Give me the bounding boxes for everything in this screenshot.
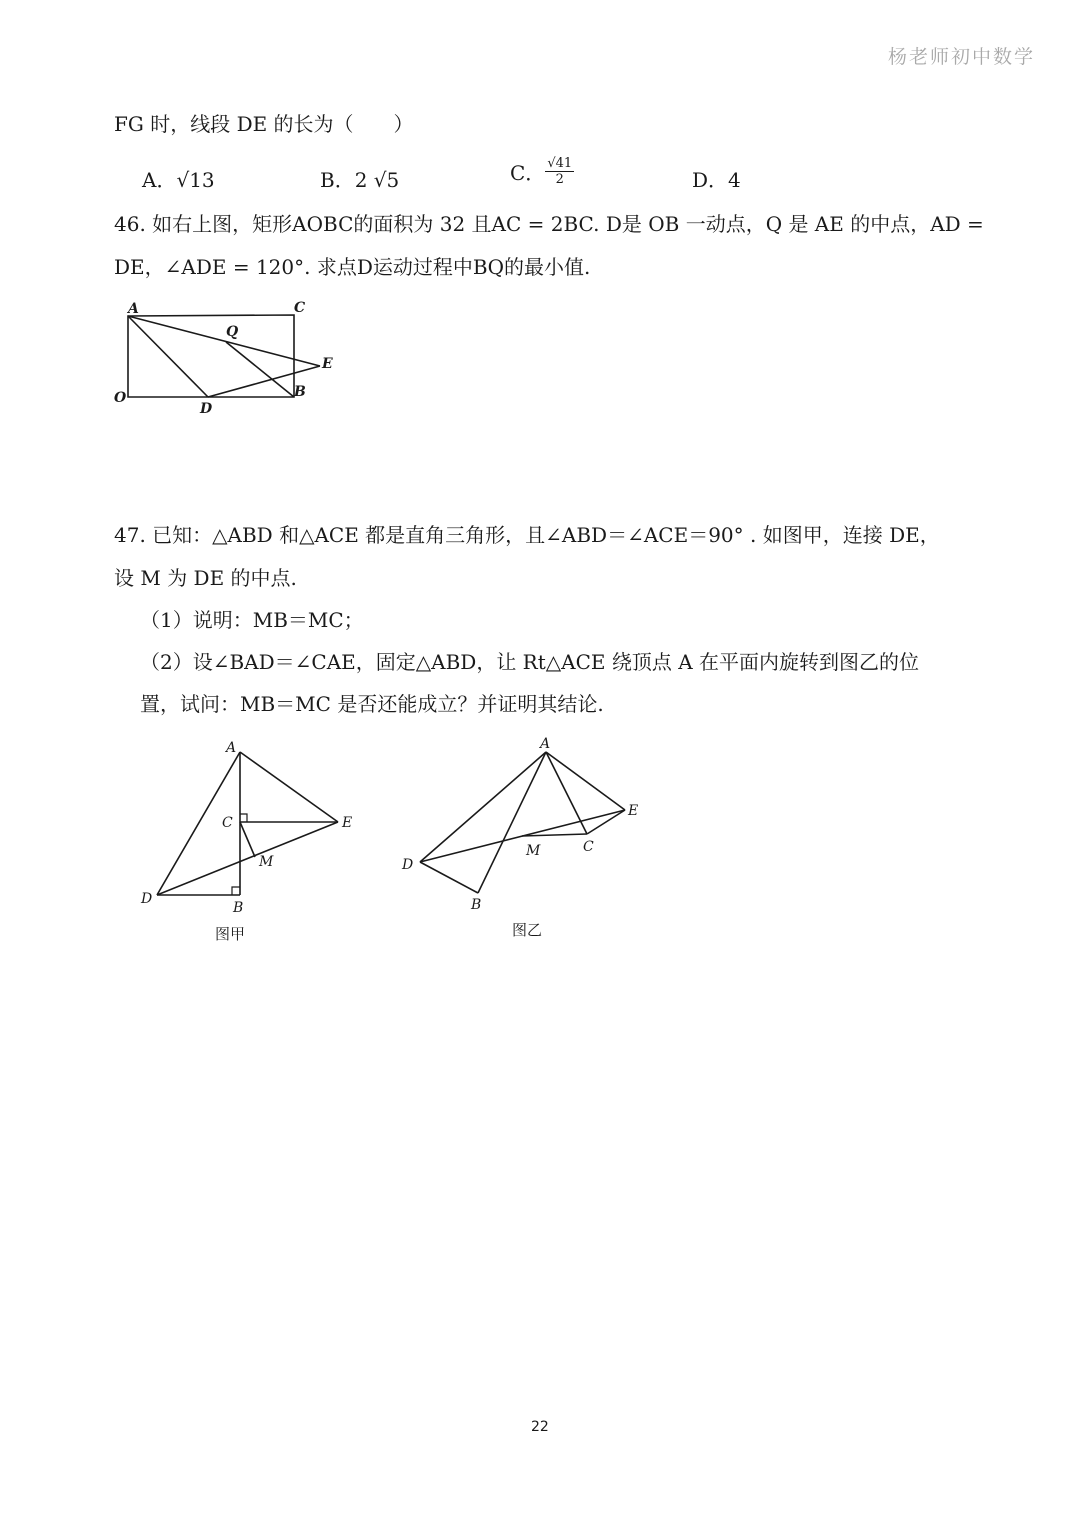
q45-tail-text: FG 时，线段 DE 的长为（ ） <box>114 112 414 136</box>
q46-figure <box>100 295 360 425</box>
segment-DE <box>157 822 338 895</box>
q47-figure-jia <box>130 735 370 950</box>
q46-line-2: DE，∠ADE = 120°. 求点D运动过程中BQ的最小值. <box>114 255 591 279</box>
choice-d-prefix: D． <box>692 168 729 192</box>
label-D: D <box>141 891 153 907</box>
segment-AE <box>128 316 320 366</box>
label-C: C <box>222 815 233 831</box>
choice-c-denominator: 2 <box>555 172 564 187</box>
segment-AB <box>478 752 546 893</box>
segment-AE <box>546 752 625 810</box>
q47-part-1: （1）说明：MB＝MC； <box>140 608 364 632</box>
choice-c-fraction <box>545 156 574 187</box>
label-D: D <box>402 857 414 873</box>
choice-d <box>692 164 741 193</box>
segment-DB <box>420 862 478 893</box>
segment-AE <box>240 752 338 822</box>
figure-jia-caption: 图甲 <box>215 925 246 943</box>
label-M: M <box>259 854 274 870</box>
right-angle-B <box>232 887 240 895</box>
label-E: E <box>628 803 639 819</box>
header-watermark: 杨老师初中数学 <box>888 46 1036 68</box>
segment-MC <box>240 822 255 857</box>
segment-CE <box>587 810 625 834</box>
label-B: B <box>471 897 482 913</box>
choice-d-value: 4 <box>728 168 741 192</box>
page-number: 22 <box>531 1419 549 1435</box>
choice-c-prefix: C． <box>510 161 546 185</box>
figure-yi-caption: 图乙 <box>512 921 543 939</box>
label-A: A <box>128 301 139 317</box>
label-E: E <box>322 356 333 372</box>
choice-b-prefix: B． <box>320 168 355 192</box>
label-D: D <box>200 401 213 417</box>
label-C: C <box>294 300 306 316</box>
label-M: M <box>526 843 541 859</box>
label-C: C <box>583 839 594 855</box>
label-A: A <box>226 740 237 756</box>
q47-part-2-line-1: （2）设∠BAD＝∠CAE，固定△ABD，让 Rt△ACE 绕顶点 A 在平面内旋转到图乙的位 <box>140 650 920 674</box>
rectangle-AOBC <box>128 315 294 397</box>
label-B: B <box>233 900 244 916</box>
choice-b-value: 2 √5 <box>354 168 400 192</box>
choice-b <box>320 164 399 193</box>
choice-c-numerator: √41 <box>547 156 573 171</box>
choice-a-value: √13 <box>176 168 215 192</box>
choice-c <box>510 156 574 187</box>
q46-line-1: 46. 如右上图，矩形AOBC的面积为 32 且AC = 2BC. D是 OB 一动点，Q 是 AE 的中点，AD = <box>114 212 984 236</box>
choice-a-prefix: A． <box>142 168 177 192</box>
q47-line-2: 设 M 为 DE 的中点. <box>114 566 297 590</box>
q47-part-2-line-2: 置，试问：MB＝MC 是否还能成立？并证明其结论. <box>140 692 604 716</box>
right-angle-C <box>240 814 247 822</box>
q47-figure-yi <box>395 730 655 945</box>
q47-line-1: 47. 已知：△ABD 和△ACE 都是直角三角形，且∠ABD＝∠ACE＝90° . 如图甲，连接 DE， <box>114 523 940 547</box>
label-E: E <box>342 815 353 831</box>
segment-AD <box>128 316 208 397</box>
label-O: O <box>114 390 127 406</box>
label-A: A <box>540 736 551 752</box>
label-B: B <box>294 384 306 400</box>
label-Q: Q <box>226 324 239 340</box>
choice-a <box>142 164 215 193</box>
